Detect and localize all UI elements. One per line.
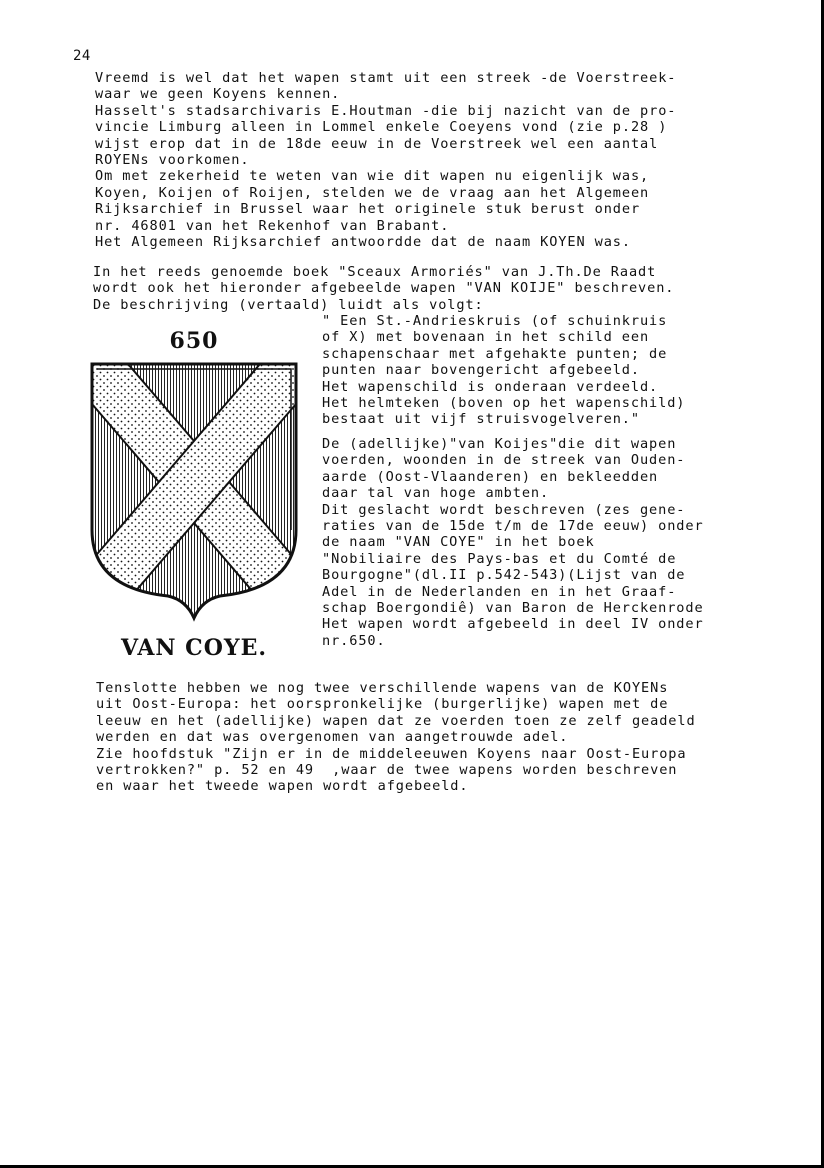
- text-line: schap Boergondiê) van Baron de Herckenrode: [322, 600, 704, 617]
- page-number: 24: [73, 48, 91, 64]
- text-line: en waar het tweede wapen wordt afgebeeld.: [96, 778, 469, 795]
- text-line: Het wapen wordt afgebeeld in deel IV onder: [322, 616, 704, 633]
- text-line: werden en dat was overgenomen van aangetrouwde adel.: [96, 729, 569, 746]
- text-line: Koyen, Koijen of Roijen, stelden we de vraag aan het Algemeen: [95, 184, 650, 201]
- shield-icon: [88, 360, 300, 626]
- text-line: wordt ook het hieronder afgebeelde wapen "VAN KOIJE" beschreven.: [93, 280, 675, 297]
- text-line: schapenschaar met afgehakte punten; de: [322, 345, 668, 362]
- figure-caption: VAN COYE.: [120, 635, 267, 661]
- text-line: "Nobiliaire des Pays-bas et du Comté de: [322, 550, 677, 567]
- text-line: Rijksarchief in Brussel waar het originele stuk berust onder: [95, 201, 641, 218]
- text-line: daar tal van hoge ambten.: [322, 485, 550, 502]
- text-line: vincie Limburg alleen in Lommel enkele Coeyens vond (zie p.28 ): [95, 119, 668, 136]
- text-line: wijst erop dat in de 18de eeuw in de Voerstreek wel een aantal: [95, 135, 659, 152]
- text-line: Adel in de Nederlanden en in het Graaf-: [322, 583, 677, 600]
- text-line: Het wapenschild is onderaan verdeeld.: [322, 378, 659, 395]
- text-line: Dit geslacht wordt beschreven (zes gene-: [322, 501, 686, 518]
- text-line: waar we geen Koyens kennen.: [95, 86, 341, 103]
- text-line: leeuw en het (adellijke) wapen dat ze voerden toen ze zelf geadeld: [96, 712, 696, 729]
- paragraph-sceaux: [93, 264, 674, 313]
- figure-number: 650: [169, 328, 219, 354]
- paragraph-intro: [95, 70, 676, 250]
- text-line: punten naar bovengericht afgebeeld.: [322, 362, 640, 379]
- text-line: De beschrijving (vertaald) luidt als volgt:: [93, 296, 484, 313]
- text-line: Bourgogne"(dl.II p.542-543)(Lijst van de: [322, 567, 686, 584]
- paragraph-description: [322, 313, 685, 428]
- text-line: nr. 46801 van het Rekenhof van Brabant.: [95, 217, 450, 234]
- text-line: de naam "VAN COYE" in het boek: [322, 534, 595, 551]
- text-line: Zie hoofdstuk "Zijn er in de middeleeuwen Koyens naar Oost-Europa: [96, 745, 687, 762]
- coat-of-arms-figure: [88, 326, 300, 666]
- text-line: Om met zekerheid te weten van wie dit wapen nu eigenlijk was,: [95, 168, 650, 185]
- text-line: Tenslotte hebben we nog twee verschillende wapens van de KOYENs: [96, 680, 669, 696]
- text-line: of X) met bovenaan in het schild een: [322, 329, 650, 346]
- text-line: uit Oost-Europa: het oorspronkelijke (burgerlijke) wapen met de: [96, 696, 669, 713]
- text-line: De (adellijke)"van Koijes"die dit wapen: [322, 436, 677, 452]
- text-line: ROYENs voorkomen.: [95, 152, 250, 169]
- text-line: Hasselt's stadsarchivaris E.Houtman -die bij nazicht van de pro-: [95, 102, 677, 119]
- text-line: Het helmteken (boven op het wapenschild): [322, 395, 686, 412]
- text-line: nr.650.: [322, 632, 386, 649]
- text-line: aarde (Oost-Vlaanderen) en bekleedden: [322, 468, 659, 485]
- paragraph-closing: [96, 680, 696, 795]
- text-line: Vreemd is wel dat het wapen stamt uit een streek -de Voerstreek-: [95, 70, 677, 86]
- text-line: voerden, woonden in de streek van Ouden-: [322, 452, 686, 469]
- text-line: raties van de 15de t/m de 17de eeuw) onder: [322, 518, 704, 535]
- text-line: bestaat uit vijf struisvogelveren.": [322, 411, 640, 428]
- text-line: In het reeds genoemde boek "Sceaux Armoriés" van J.Th.De Raadt: [93, 264, 657, 280]
- paragraph-family: [322, 436, 704, 649]
- text-line: " Een St.-Andrieskruis (of schuinkruis: [322, 313, 668, 329]
- text-line: vertrokken?" p. 52 en 49 ,waar de twee wapens worden beschreven: [96, 762, 678, 779]
- text-line: Het Algemeen Rijksarchief antwoordde dat de naam KOYEN was.: [95, 234, 631, 251]
